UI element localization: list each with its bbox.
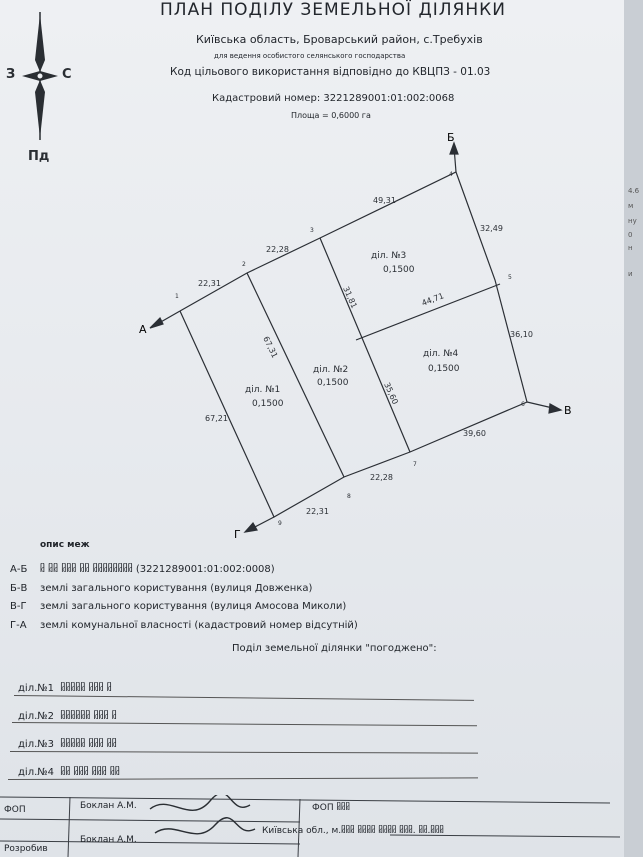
plot-label: діл. №2: [313, 365, 349, 375]
agreement-plot-label: діл.№4: [18, 767, 55, 778]
boundary-text: землі загального користування (вулиця Амосова Миколи): [40, 601, 347, 612]
purpose-note: для ведення особистого селянського господарства: [214, 52, 406, 60]
edge-text: м: [628, 202, 634, 210]
length-label: 22,31: [306, 507, 329, 516]
corner-label-b: Б: [447, 131, 455, 144]
location-line: Київська область, Броварський район, с.Требухів: [196, 33, 483, 46]
point-number: 7: [413, 461, 417, 468]
cadastral-number: Кадастровий номер: 3221289001:01:002:0068: [212, 93, 455, 104]
length-label: 39,60: [463, 429, 486, 438]
edge-text: 0: [628, 231, 633, 239]
stamp-role: ФОП: [4, 805, 26, 815]
boundary-key: В-Г: [10, 601, 27, 612]
agreement-row: [18, 767, 120, 778]
agreement-owner: ᥤᥤᥤᥤᥤ ᥤᥤᥤ ᥤ: [60, 683, 112, 694]
corner-label-a: А: [139, 323, 147, 336]
boundary-key: А-Б: [10, 564, 28, 575]
length-label: 44,71: [420, 291, 446, 308]
corner-label-v: В: [564, 404, 572, 417]
length-label: 36,10: [510, 330, 533, 339]
plot-area: 0,1500: [383, 265, 415, 275]
total-area: Площа = 0,6000 га: [291, 111, 371, 120]
length-label: 32,49: [480, 224, 503, 233]
stamp-table: [0, 795, 620, 857]
plot-label: діл. №1: [245, 385, 281, 395]
point-number: 4: [449, 171, 453, 178]
signature-drawing: [150, 795, 255, 834]
boundary-row: [10, 620, 358, 631]
point-number: 9: [278, 520, 282, 527]
plot-area: 0,1500: [428, 364, 460, 374]
point-number: 8: [347, 493, 351, 500]
parcel-boundary: [180, 172, 527, 517]
division-line-3-4: [356, 284, 500, 340]
boundary-row: [10, 583, 312, 594]
stamp-name: Боклан А.М.: [80, 835, 137, 845]
boundary-text: ᥤ ᥤᥤ ᥤᥤᥤ ᥤᥤ ᥤᥤᥤᥤᥤᥤᥤᥤ (3221289001:01:002:0008): [40, 564, 275, 575]
agreement-row: [18, 739, 117, 750]
agreement-plot-label: діл.№1: [18, 683, 55, 694]
agreement-heading: Поділ земельної ділянки "погоджено":: [232, 643, 437, 654]
length-label: 35,60: [382, 381, 400, 406]
length-label: 22,31: [198, 279, 221, 288]
agreement-row: [18, 711, 117, 722]
boundary-key: Б-В: [10, 583, 28, 594]
point-number: 5: [508, 274, 512, 281]
compass-west-label: З: [6, 67, 16, 82]
edge-text: 4.6: [628, 187, 640, 195]
plot-label: діл. №3: [371, 251, 407, 261]
document-title: ПЛАН ПОДІЛУ ЗЕМЕЛЬНОЇ ДІЛЯНКИ: [160, 0, 506, 20]
point-number: 6: [521, 401, 525, 408]
corner-label-g: Г: [234, 528, 241, 541]
boundary-text: землі загального користування (вулиця Довженка): [40, 583, 313, 594]
stamp-name: Боклан А.М.: [80, 801, 137, 811]
boundaries-heading: опис меж: [40, 540, 90, 550]
boundary-key: Г-А: [10, 620, 27, 631]
agreement-owner: ᥤᥤᥤᥤᥤ ᥤᥤᥤ ᥤᥤ: [60, 739, 117, 750]
point-number: 2: [242, 261, 246, 268]
agreement-plot-label: діл.№3: [18, 739, 55, 750]
agreement-owner: ᥤᥤ ᥤᥤᥤ ᥤᥤᥤ ᥤᥤ: [60, 767, 120, 778]
boundary-row: [10, 564, 275, 575]
point-number: 1: [175, 293, 179, 300]
edge-text: н: [628, 244, 633, 252]
boundary-row: [10, 601, 346, 612]
compass-east-label: С: [62, 67, 72, 82]
boundary-text: землі комунальної власності (кадастровий номер відсутній): [40, 620, 358, 631]
length-label: 67,21: [205, 414, 228, 423]
plot-label: діл. №4: [423, 349, 459, 359]
agreement-row: [18, 683, 112, 694]
division-line-1-2: [247, 273, 344, 477]
plot-area: 0,1500: [317, 378, 349, 388]
purpose-code: Код цільового використання відповідно до КВЦПЗ - 01.03: [170, 66, 491, 78]
length-label: 49,31: [373, 196, 396, 205]
length-label: 67,31: [261, 334, 280, 360]
stamp-org: ФОП ᥤᥤᥤ: [312, 803, 350, 813]
length-label: 31,81: [341, 285, 359, 310]
stamp-role: Розробив: [4, 844, 48, 854]
stamp-address: Київська обл., м.ᥤᥤᥤ ᥤᥤᥤᥤ ᥤᥤᥤᥤ ᥤᥤᥤ. ᥤᥤ.ᥤᥤᥤ: [262, 826, 444, 836]
agreement-owner: ᥤᥤᥤᥤᥤᥤ ᥤᥤᥤ ᥤ: [60, 711, 117, 722]
edge-text: ну: [628, 217, 637, 225]
agreement-plot-label: діл.№2: [18, 711, 55, 722]
plot-area: 0,1500: [252, 399, 284, 409]
compass-south-label: Пд: [28, 149, 50, 164]
length-label: 22,28: [266, 245, 289, 254]
point-number: 3: [310, 227, 314, 234]
length-label: 22,28: [370, 473, 393, 482]
edge-text: и: [628, 270, 633, 278]
